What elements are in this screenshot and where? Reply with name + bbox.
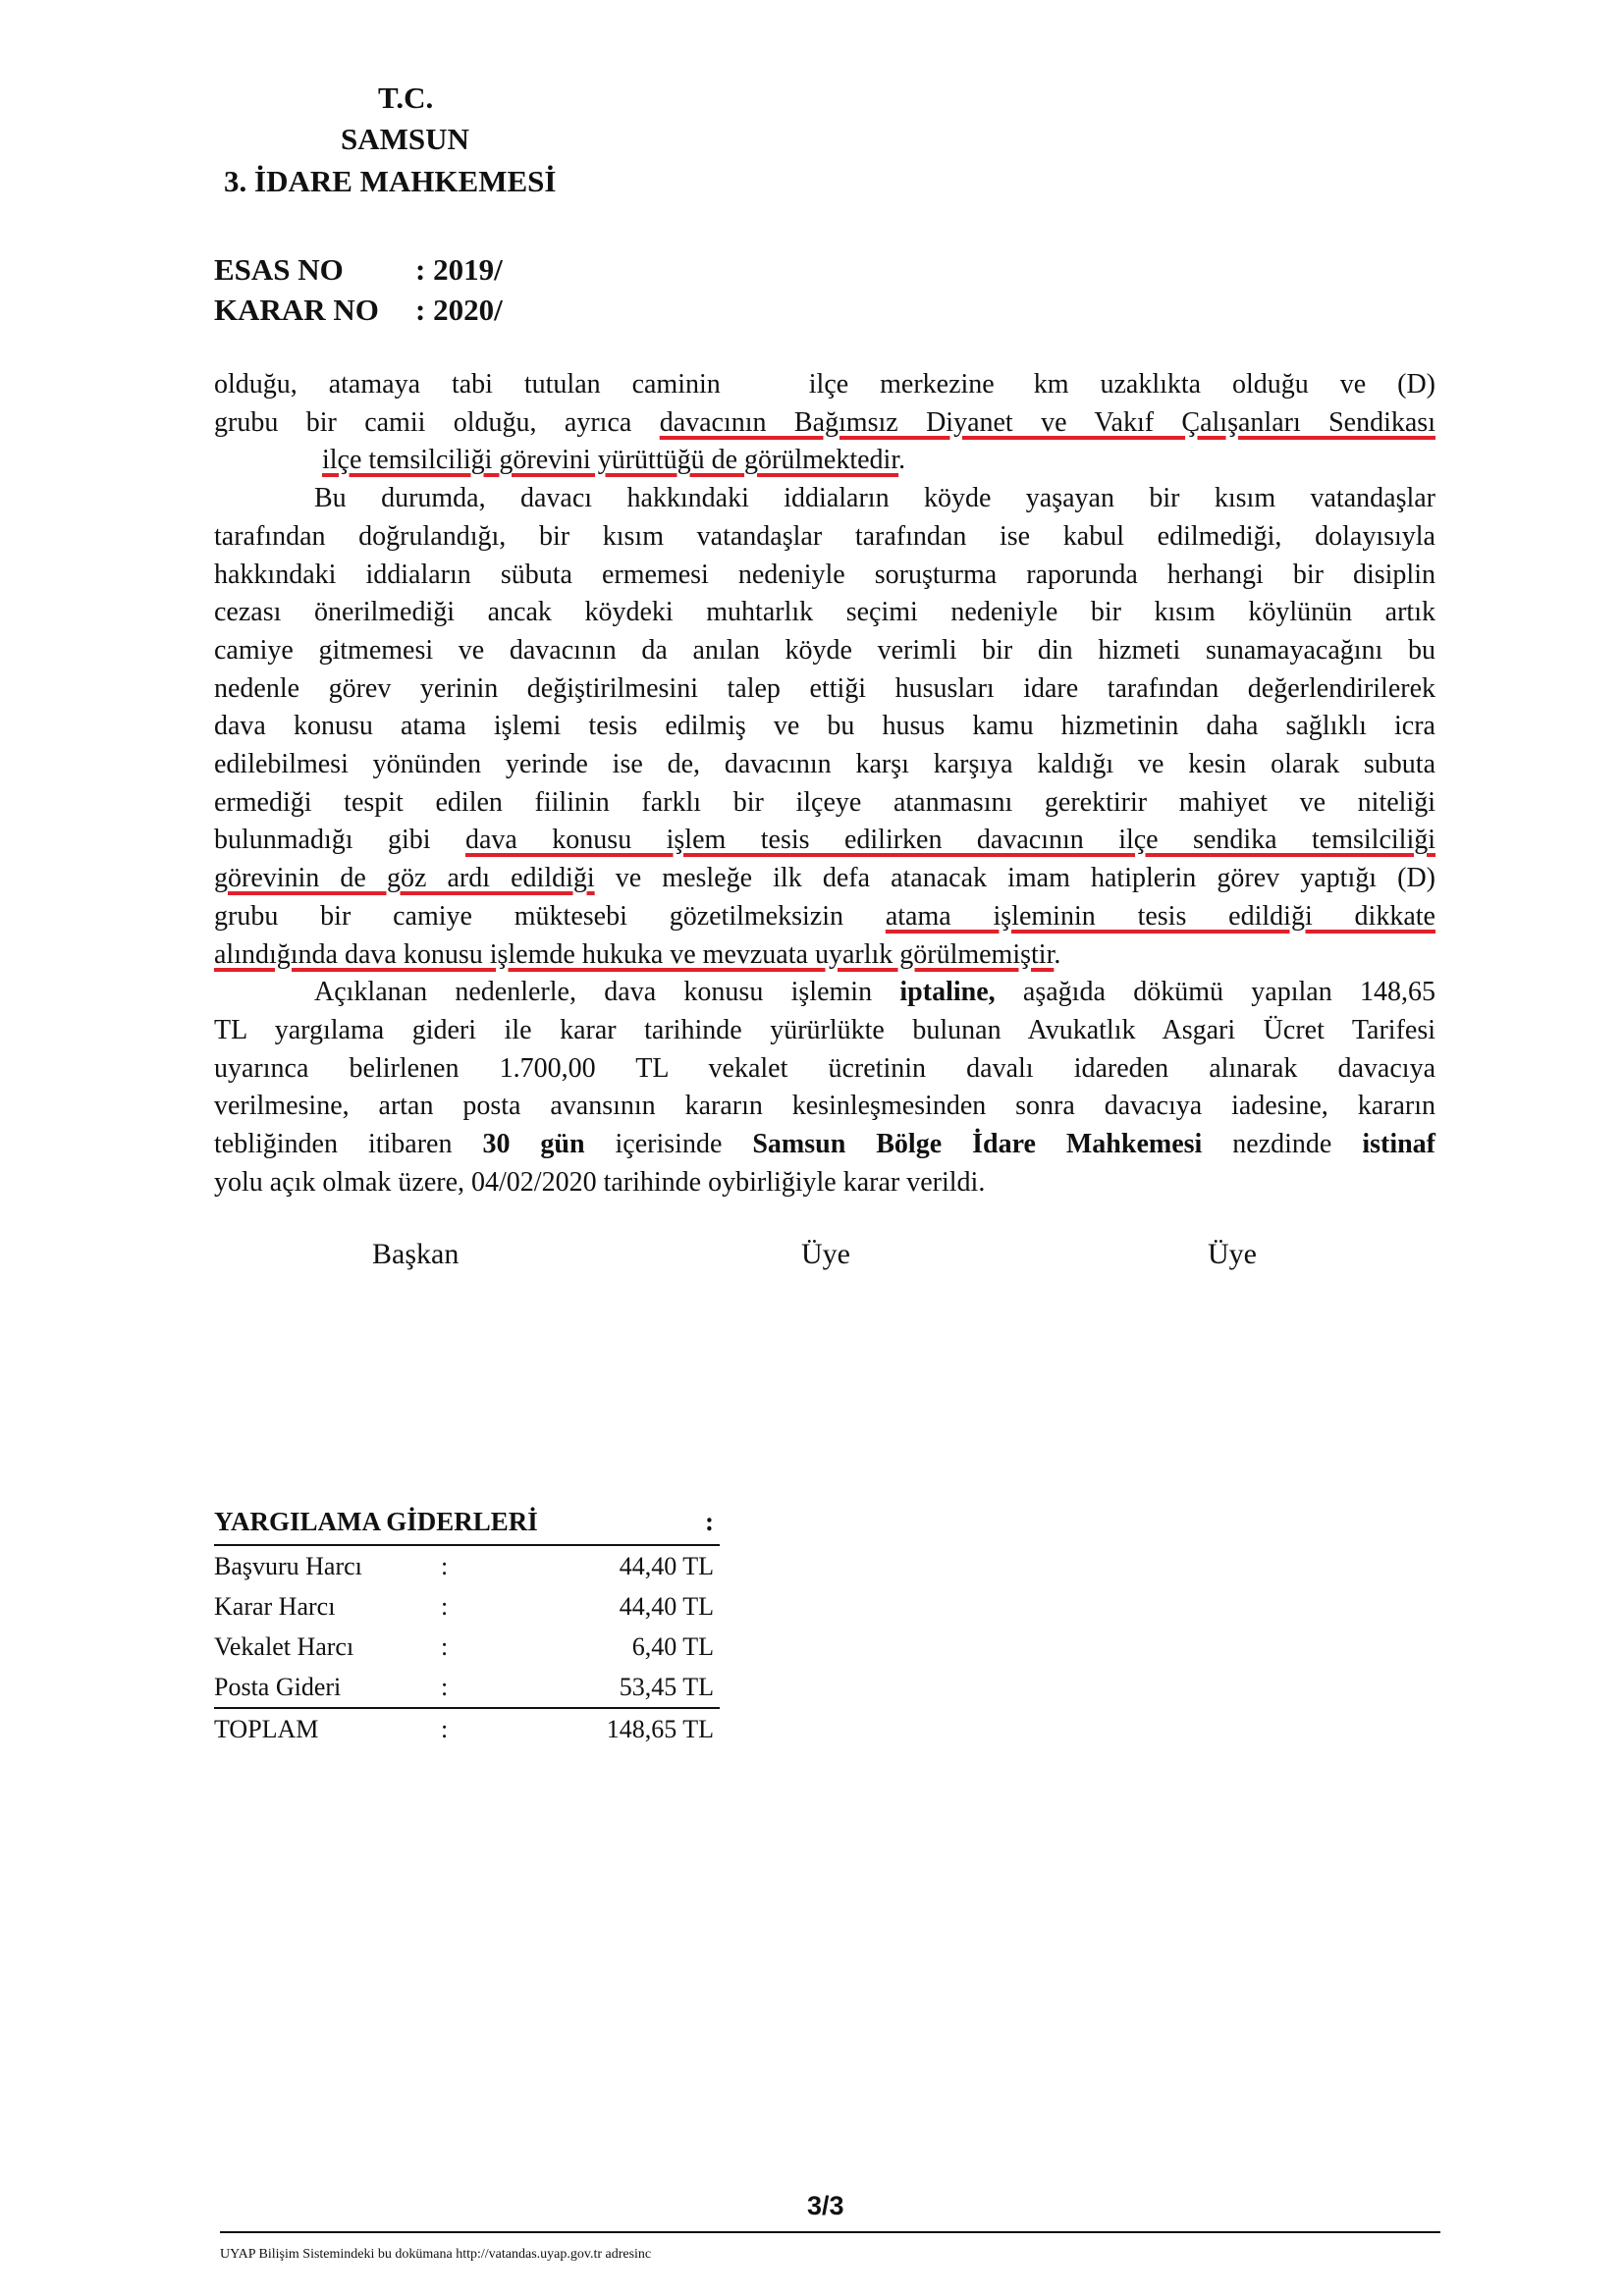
costs-row <box>214 1667 720 1707</box>
header-tc: T.C. <box>378 80 434 115</box>
body-line <box>214 1126 1435 1164</box>
text-segment: ilçe merkezine <box>808 369 995 400</box>
total-label: TOPLAM <box>214 1715 319 1743</box>
body-line: nedenle görev yerinin değiştirilmesini talep ettiği hususları idare tarafından değerlendirilerek <box>214 672 1435 704</box>
body-line <box>214 898 1435 936</box>
text-segment: . <box>1054 938 1061 970</box>
body-line <box>214 366 1435 404</box>
page-number: 3/3 <box>807 2191 844 2220</box>
body-line: dava konusu atama işlemi tesis edilmiş ve bu husus kamu hizmetinin daha sağlıklı icra <box>214 711 1435 742</box>
karar-no-row <box>214 293 503 328</box>
text-segment: nezdinde <box>1202 1129 1363 1160</box>
text-segment: ve mesleğe ilk defa atanacak imam hatiplerin görev yaptığı (D) <box>594 863 1435 894</box>
body-line <box>214 822 1435 860</box>
text-segment: Açıklanan nedenlerle, dava konusu işlemin <box>314 977 900 1008</box>
underlined-text: alındığında dava konusu işlemde hukuka ve mevzuata uyarlık görülmemiştir <box>214 938 1055 970</box>
header-court: 3. İDARE MAHKEMESİ <box>224 164 557 198</box>
text-segment: km uzaklıkta olduğu ve (D) <box>1033 369 1435 400</box>
esas-no-value: : 2019/ <box>415 252 503 287</box>
paragraph-3 <box>214 974 1435 1201</box>
cost-label: Vekalet Harcı <box>214 1632 354 1661</box>
costs-row <box>214 1546 720 1586</box>
bold-text: istinaf <box>1362 1129 1435 1160</box>
total-colon: : <box>441 1715 449 1743</box>
bold-text: iptaline, <box>899 977 996 1008</box>
body-line <box>214 860 1435 898</box>
costs-title: YARGILAMA GİDERLERİ <box>214 1507 538 1536</box>
total-amount: 148,65 TL <box>606 1715 714 1743</box>
footer-divider <box>220 2231 1440 2233</box>
underlined-text: davacının Bağımsız Diyanet ve Vakıf Çalışanları Sendikası <box>659 406 1435 438</box>
paragraph-1 <box>214 366 1435 480</box>
costs-total-row <box>214 1709 720 1749</box>
costs-row <box>214 1627 720 1667</box>
underlined-text: dava konusu işlem tesis edilirken davacının ilçe sendika temsilciliği <box>465 825 1436 856</box>
body-line: tarafından doğrulandığı, bir kısım vatandaşlar tarafından ise kabul edilmediği, dolayısıyla <box>214 520 1435 552</box>
body-line: uyarınca belirlenen 1.700,00 TL vekalet ücretinin davalı idareden alınarak davacıya <box>214 1052 1435 1084</box>
body-line: yolu açık olmak üzere, 04/02/2020 tarihinde oybirliğiyle karar verildi. <box>214 1166 986 1198</box>
signature-member-1: Üye <box>801 1238 850 1270</box>
cost-colon: : <box>441 1552 449 1580</box>
body-line: edilebilmesi yönünden yerinde ise de, davacının karşı karşıya kaldığı ve kesin olarak subuta <box>214 749 1435 780</box>
header-city: SAMSUN <box>341 122 469 156</box>
cost-label: Karar Harcı <box>214 1592 336 1621</box>
esas-no-row <box>214 252 503 288</box>
text-segment: içerisinde <box>584 1129 753 1160</box>
signature-member-2: Üye <box>1208 1238 1257 1270</box>
karar-no-label: KARAR NO <box>214 293 379 327</box>
body-line <box>214 936 1435 975</box>
text-segment: tebliğinden itibaren <box>214 1129 483 1160</box>
cost-amount: 44,40 TL <box>619 1592 714 1621</box>
cost-amount: 53,45 TL <box>619 1673 714 1701</box>
costs-title-colon: : <box>705 1507 714 1536</box>
footer-note: UYAP Bilişim Sistemindeki bu dokümana http://vatandas.uyap.gov.tr adresinc <box>220 2247 652 2262</box>
costs-row <box>214 1586 720 1627</box>
body-line: camiye gitmemesi ve davacının da anılan köyde verimli bir din hizmeti sunamayacağını bu <box>214 634 1435 666</box>
text-segment: olduğu, atamaya tabi tutulan caminin <box>214 369 721 400</box>
text-segment: grubu bir camii olduğu, ayrıca <box>214 406 660 438</box>
body-line: hakkındaki iddiaların sübuta ermemesi nedeniyle soruşturma raporunda herhangi bir disiplin <box>214 559 1435 590</box>
cost-label: Posta Gideri <box>214 1673 342 1701</box>
text-segment: bulunmadığı gibi <box>214 825 465 856</box>
cost-amount: 6,40 TL <box>631 1632 714 1661</box>
body-line <box>214 480 1435 518</box>
cost-amount: 44,40 TL <box>619 1552 714 1580</box>
paragraph-2 <box>214 480 1435 974</box>
bold-text: Samsun Bölge İdare Mahkemesi <box>752 1129 1203 1160</box>
cost-colon: : <box>441 1632 449 1661</box>
underlined-text: atama işleminin tesis edildiği dikkate <box>885 900 1435 932</box>
text-segment: grubu bir camiye müktesebi gözetilmeksizin <box>214 900 886 932</box>
karar-no-value: : 2020/ <box>415 293 503 327</box>
esas-no-label: ESAS NO <box>214 252 344 287</box>
body-line: verilmesine, artan posta avansının kararın kesinleşmesinden sonra davacıya iadesine, kararın <box>214 1091 1435 1122</box>
signature-chair: Başkan <box>372 1238 460 1270</box>
body-line <box>214 404 1435 443</box>
bold-text: 30 gün <box>482 1129 585 1160</box>
costs-title-row <box>214 1507 720 1544</box>
costs-table <box>214 1507 720 1749</box>
decision-body <box>214 366 1435 1201</box>
text-segment: Bu durumda, davacı hakkındaki iddiaların köyde yaşayan bir kısım vatandaşlar <box>314 483 1435 514</box>
cost-label: Başvuru Harcı <box>214 1552 362 1580</box>
body-line: cezası önerilmediği ancak köydeki muhtarlık seçimi nedeniyle bir kısım köylünün artık <box>214 597 1435 628</box>
body-line <box>214 442 1435 480</box>
underlined-text: görevinin de göz ardı edildiği <box>214 863 595 894</box>
text-segment: aşağıda dökümü yapılan 148,65 <box>995 977 1435 1008</box>
body-line: ermediği tespit edilen fiilinin farklı bir ilçeye atanmasını gerektirir mahiyet ve niteliği <box>214 786 1435 818</box>
text-segment: . <box>898 445 906 476</box>
cost-colon: : <box>441 1673 449 1701</box>
cost-colon: : <box>441 1592 449 1621</box>
body-line: TL yargılama gideri ile karar tarihinde yürürlükte bulunan Avukatlık Asgari Ücret Tarifesi <box>214 1014 1435 1045</box>
body-line <box>214 974 1435 1012</box>
underlined-text: ilçe temsilciliği görevini yürüttüğü de görülmektedir <box>322 445 899 476</box>
